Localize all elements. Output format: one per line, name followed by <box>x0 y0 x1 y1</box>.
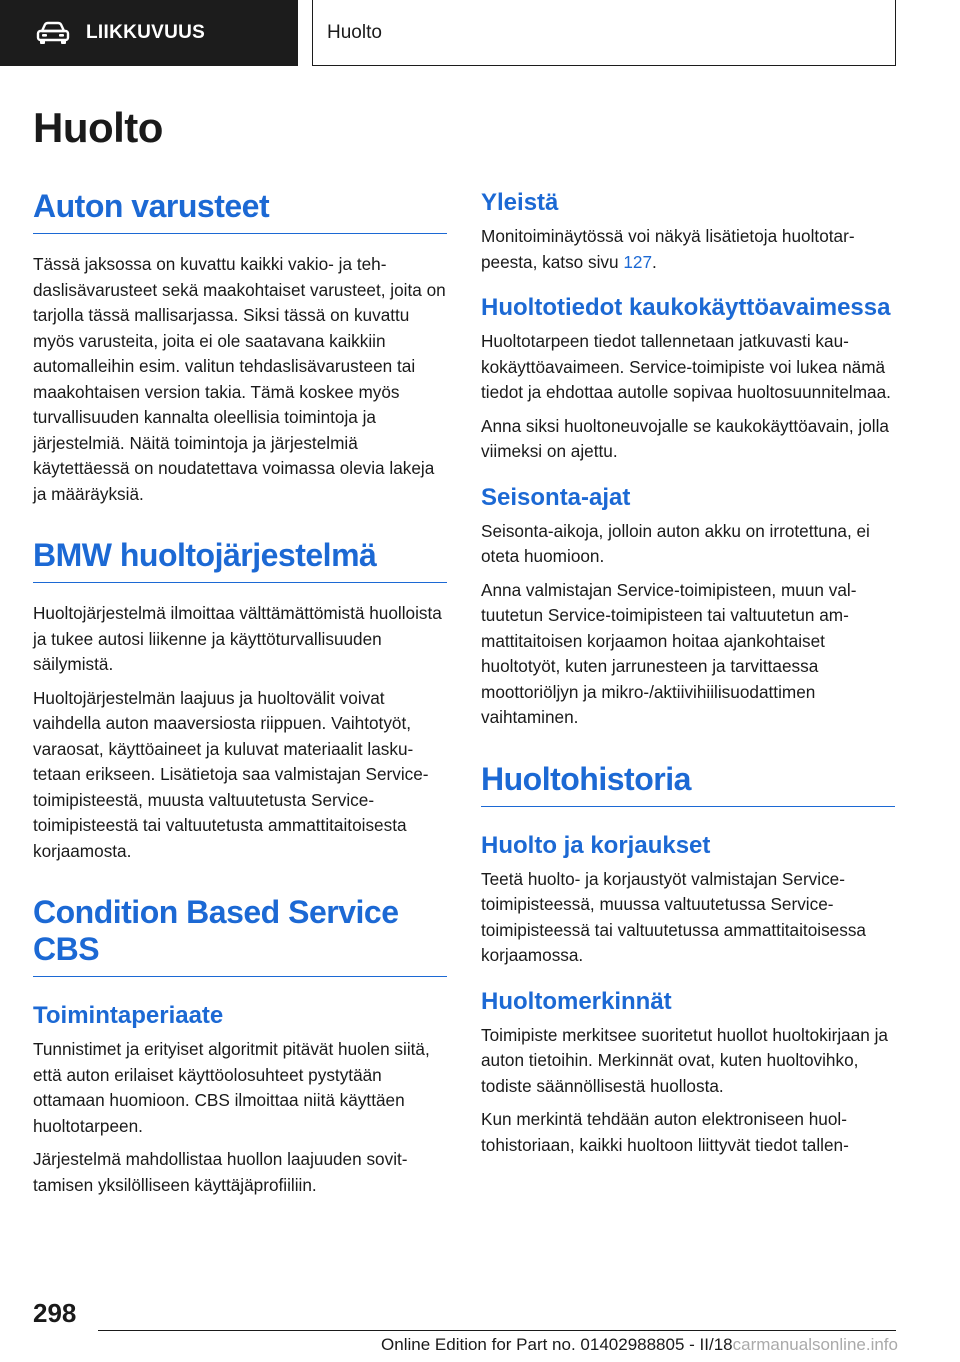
paragraph: Tunnistimet ja erityiset algoritmit pitävät huolen siitä, että auton erilaiset käyttöolosuhteet pystytään ottamaan huomioon. CBS ilmoittaa niitä käyttäen huoltotarpeen. <box>33 1039 430 1136</box>
section-label: LIIKKUVUUS <box>86 22 206 43</box>
footer-divider <box>98 1330 896 1331</box>
footer-edition <box>381 1335 898 1355</box>
paragraph: Huoltojärjestelmä ilmoittaa välttämättömistä huolloista ja tukee autosi liikenne ja käyttöturvallisuuden säilymistä. <box>33 603 442 674</box>
heading-huoltohistoria: Huoltohistoria <box>481 761 895 807</box>
right-column <box>481 188 895 1166</box>
page-link[interactable]: 127 <box>623 251 653 272</box>
paragraph: Järjestelmä mahdollistaa huollon laajuuden sovittamisen yksilölliseen käyttäjäprofiiliin. <box>33 1149 408 1195</box>
page-number: 298 <box>33 1298 77 1328</box>
page-title: Huolto <box>33 104 163 151</box>
paragraph: Huoltojärjestelmän laajuus ja huoltovälit voivat vaihdella auton maaversiosta riippuen. Vaihtotyöt, varaosat, käyttöaineet ja kuluvat materiaalit laskutetaan erikseen. Lisätietoja saa valmistajan Service-toimipisteestä, muusta valtuutetusta Service-toimipisteestä tai valtuutetusta ammattitaitoisesta korjaamosta. <box>33 687 429 861</box>
subheading-huoltotiedot: Huoltotiedot kaukokäyttöavaimessa <box>481 294 891 321</box>
paragraph <box>481 224 895 275</box>
paragraph: Anna valmistajan Service-toimipisteen, muun valtuutetun Service-toimipisteen tai valtuutetun ammattitaitoisen korjaamon hoitaa ajankohtaiset huoltotyöt, kuten jarrunesteen ja tarvittaessa moottoriöljyn ja mikro-/aktiivihiilisuodattimen vaihtaminen. <box>481 579 857 727</box>
subheading-seisonta-ajat: Seisonta-ajat <box>481 483 631 511</box>
chapter-label: Huolto <box>327 21 382 43</box>
subheading-toimintaperiaate: Toimintaperiaate <box>33 1002 224 1029</box>
paragraph: Seisonta-aikoja, jolloin auton akku on irrotettuna, ei oteta huomioon. <box>481 520 870 566</box>
edition-text: Online Edition for Part no. 01402988805 - II/18 <box>381 1335 733 1354</box>
paragraph: Teetä huolto- ja korjaustyöt valmistajan Service-toimipisteessä, muussa valtuutetussa Service-toimipisteessä tai valtuutetussa ammattitaitoisessa korjaamossa. <box>481 868 866 965</box>
paragraph-text: . <box>652 251 657 272</box>
section-tab[interactable] <box>0 0 298 66</box>
paragraph: Toimipiste merkitsee suoritetut huollot huoltokirjaan ja auton tietoihin. Merkinnät ovat, kuten huoltovihko, todiste säännöllisestä huollosta. <box>481 1024 888 1096</box>
car-icon <box>36 21 70 45</box>
heading-condition-based-service: Condition Based Service CBS <box>33 894 447 977</box>
heading-auton-varusteet: Auton varusteet <box>33 188 447 234</box>
subheading-yleista: Yleistä <box>481 189 559 216</box>
heading-bmw-huoltojarjestelma: BMW huoltojärjestelmä <box>33 537 447 583</box>
paragraph: Anna siksi huoltoneuvojalle se kaukokäyttöavain, jolla viimeksi on ajettu. <box>481 415 889 461</box>
subheading-huoltomerkinnat: Huoltomerkinnät <box>481 987 672 1015</box>
chapter-tab[interactable] <box>312 0 896 66</box>
paragraph-text: Monitoiminäytössä voi näkyä lisätietoja huoltotarpeesta, katso sivu <box>481 226 855 272</box>
watermark-text: carmanualsonline.info <box>732 1335 898 1354</box>
subheading-huolto-ja-korjaukset: Huolto ja korjaukset <box>481 831 711 859</box>
page-header <box>0 0 960 66</box>
paragraph: Kun merkintä tehdään auton elektroniseen huoltohistoriaan, kaikki huoltoon liittyvät tiedot tallen- <box>481 1109 849 1155</box>
paragraph: Huoltotarpeen tiedot tallennetaan jatkuvasti kaukokäyttöavaimeen. Service-toimipiste voi lukea nämä tiedot ja ehdottaa autolle sopivaa huoltosuunnitelmaa. <box>481 331 891 402</box>
left-column <box>33 188 447 1206</box>
paragraph: Tässä jaksossa on kuvattu kaikki vakio- ja tehdaslisävarusteet sekä maakohtaiset varusteet, joita on tarjolla tässä mallisarjassa. Siksi tässä on kuvattu myös varusteita, joita ei ole saatavana kaikkiin automalleihin esim. valitun tehdaslisävаrusteen tai maakohtaisen version takia. Tämä koskee myös turvallisuuden kannalta oleellisia toimintoja ja järjestelmiä. Näitä toimintoja ja järjestelmiä käytettäessä on noudatettava voimassa olevia lakeja ja määräyksiä. <box>33 254 446 504</box>
